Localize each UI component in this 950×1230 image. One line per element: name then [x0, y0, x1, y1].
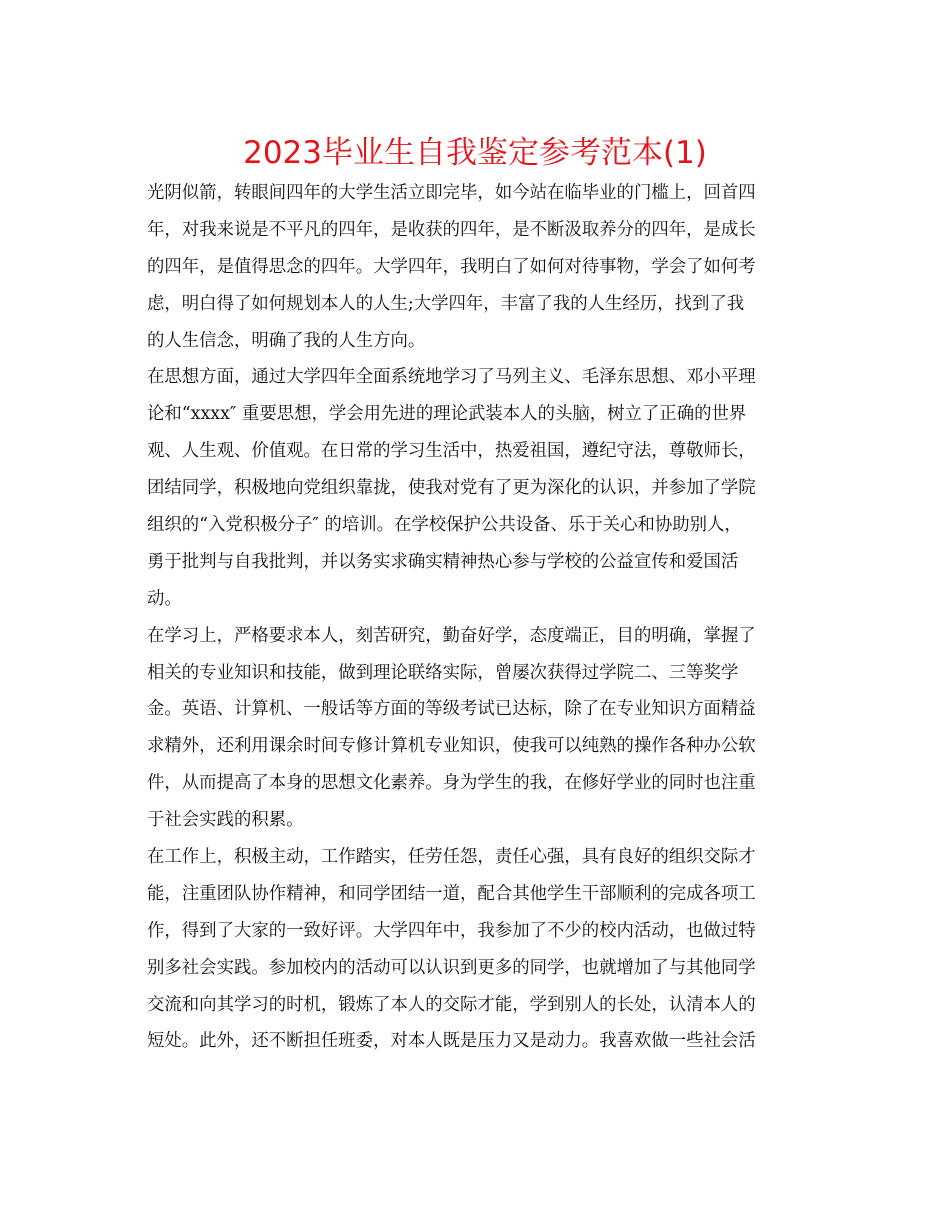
text-line: 金。英语、计算机、一般话等方面的等级考试已达标，除了在专业知识方面精益: [147, 699, 756, 720]
text-line: 观、人生观、价值观。在日常的学习生活中，热爱祖国，遵纪守法，尊敬师长，: [147, 441, 756, 462]
text-line: 作，得到了大家的一致好评。大学四年中，我参加了不少的校内活动，也做过特: [147, 920, 756, 941]
text-line: 的四年，是值得思念的四年。大学四年，我明白了如何对待事物，学会了如何考: [147, 256, 756, 277]
text-line: 组织的“入党积极分子″ 的培训。在学校保护公共设备、乐于关心和协助别人，: [147, 515, 742, 536]
text-line: 相关的专业知识和技能，做到理论联络实际，曾屡次获得过学院二、三等奖学: [147, 662, 739, 683]
document-body: [147, 175, 807, 1060]
text-line: 年，对我来说是不平凡的四年，是收获的四年，是不断汲取养分的四年，是成长: [147, 219, 756, 240]
text-line: 在学习上，严格要求本人，刻苦研究，勤奋好学，态度端正，目的明确，掌握了: [147, 625, 756, 646]
text-line: 短处。此外，还不断担任班委，对本人既是压力又是动力。我喜欢做一些社会活: [147, 1031, 756, 1052]
text-line: 光阴似箭，转眼间四年的大学生活立即完毕，如今站在临毕业的门槛上，回首四: [147, 183, 756, 203]
text-line: 动。: [147, 588, 182, 609]
text-line: 求精外，还利用课余时间专修计算机专业知识，使我可以纯熟的操作各种办公软: [147, 736, 756, 757]
text-line: 勇于批判与自我批判，并以务实求确实精神热心参与学校的公益宣传和爱国活: [147, 551, 739, 572]
text-line: 交流和向其学习的时机，锻炼了本人的交际才能，学到别人的长处，认清本人的: [147, 994, 756, 1015]
document-title: 2023毕业生自我鉴定参考范本(1): [243, 135, 707, 171]
text-line: 件，从而提高了本身的思想文化素养。身为学生的我，在修好学业的同时也注重: [147, 773, 756, 794]
text-line: 团结同学，积极地向党组织靠拢，使我对党有了更为深化的认识，并参加了学院: [147, 478, 756, 499]
text-line: 的人生信念，明确了我的人生方向。: [147, 330, 426, 351]
text-line: 在思想方面，通过大学四年全面系统地学习了马列主义、毛泽东思想、邓小平理: [147, 367, 756, 388]
text-line: 论和“xxxx″ 重要思想，学会用先进的理论武装本人的头脑，树立了正确的世界: [147, 404, 747, 425]
text-line: 能，注重团队协作精神，和同学团结一道，配合其他学生干部顺利的完成各项工: [147, 883, 756, 904]
text-line: 在工作上，积极主动，工作踏实，任劳任怨，责任心强，具有良好的组织交际才: [147, 847, 756, 868]
text-line: 别多社会实践。参加校内的活动可以认识到更多的同学，也就增加了与其他同学: [147, 957, 756, 978]
text-line: 虑，明白得了如何规划本人的人生;大学四年，丰富了我的人生经历，找到了我: [147, 293, 745, 314]
text-line: 于社会实践的积累。: [147, 810, 304, 831]
